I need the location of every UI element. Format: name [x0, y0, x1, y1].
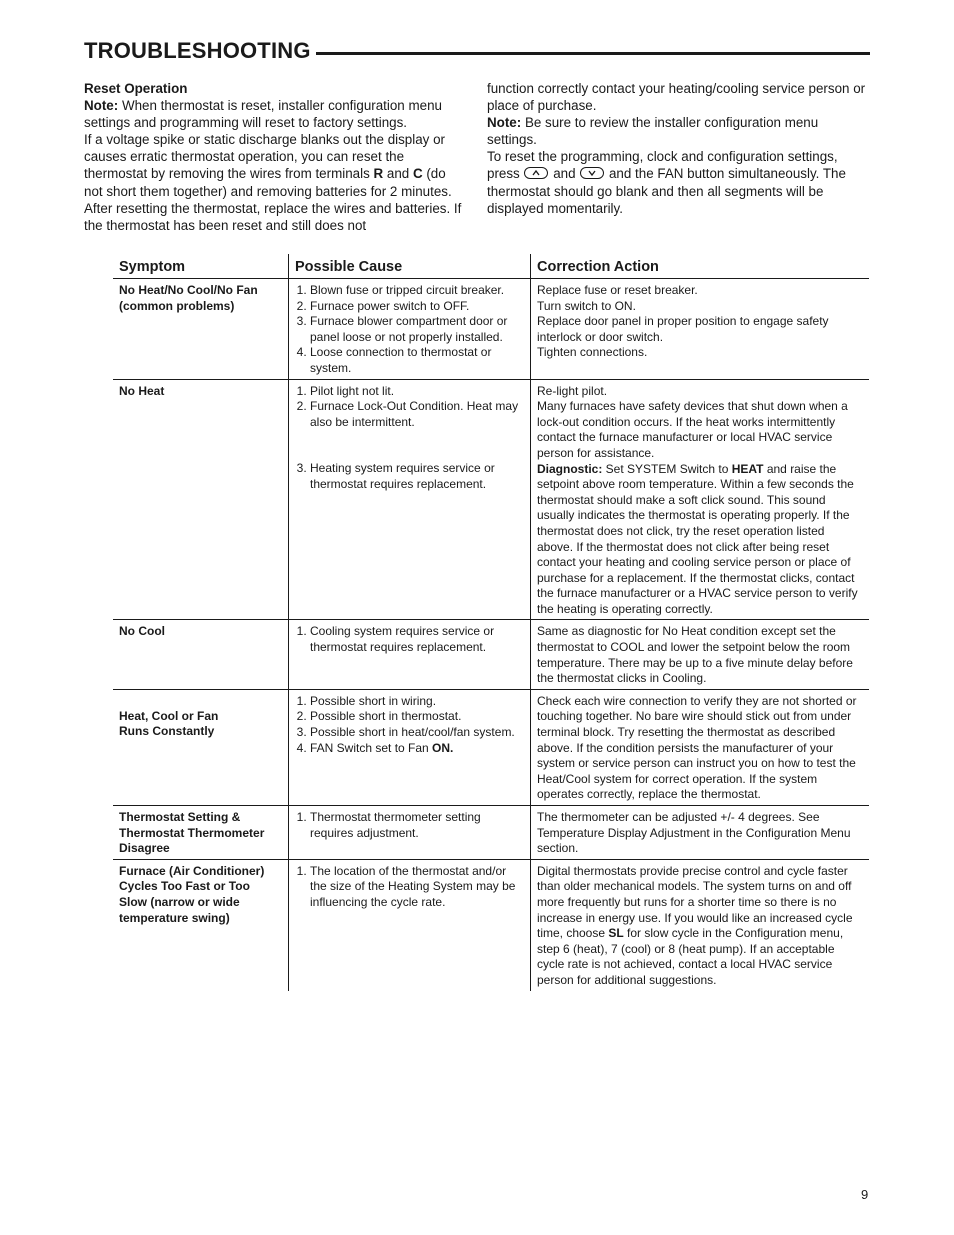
symptom-line: Thermostat Thermometer: [119, 825, 265, 840]
table-row: [113, 859, 869, 990]
down-arrow-button-icon: [580, 167, 604, 179]
symptom-line: Furnace (Air Conditioner): [119, 863, 265, 878]
cause-item: [310, 741, 524, 757]
reset-operation-left-column: [84, 80, 468, 234]
symptom-line: Runs Constantly: [119, 724, 215, 739]
action-cell: [531, 689, 870, 805]
reset-instructions: [487, 148, 871, 216]
and-text: and: [383, 166, 413, 182]
table-row: [113, 379, 869, 620]
symptom-line: Thermostat Setting &: [119, 810, 241, 824]
diagnostic-text: [537, 462, 863, 618]
terminal-r: R: [373, 166, 384, 182]
action-text-a: Digital thermostats provide precise control and cycle faster than older mechanical models. The system turns on and off more frequently but runs for a shorter time so there is no increase in energy use. If you would like an increased cycle time, choose: [537, 863, 853, 941]
table-row: [113, 689, 869, 805]
reset-paragraph-text-2: (do not short them together) and removing batteries for 2 minutes. After resetting the thermostat, replace the wires and batteries. If the thermostat has been reset and still does not: [84, 166, 462, 233]
action-line: Same as diagnostic for No Heat condition except set the thermostat to COOL and lower the setpoint below the room temperature. There may be up to a five minute delay before the thermostat clicks in Cooling.: [537, 624, 853, 686]
cause-item: 1. The location of the thermostat and/or the size of the Heating System may be influencing the cycle rate.: [310, 864, 524, 911]
symptom-line: No Heat/No Cool/No Fan: [119, 283, 258, 297]
cause-cell: [289, 620, 531, 689]
up-arrow-button-icon: [524, 167, 548, 179]
symptom-cell: [113, 379, 289, 620]
symptom-cell: [113, 859, 289, 990]
cause-cell: [289, 689, 531, 805]
table-row: [113, 279, 869, 380]
action-line: Replace fuse or reset breaker.: [537, 283, 698, 297]
note-label-2: Note:: [487, 115, 522, 131]
note-text: When thermostat is reset, installer configuration menu settings and programming will reset to factory settings.: [84, 98, 442, 131]
header-possible-cause: Possible Cause: [289, 254, 531, 279]
reset-operation-heading: Reset Operation: [84, 81, 188, 96]
note-label: Note:: [84, 98, 119, 114]
symptom-cell: [113, 806, 289, 860]
diagnostic-text-a: Set SYSTEM Switch to: [602, 461, 732, 476]
cause-item: 1. Thermostat thermometer setting requires adjustment.: [310, 810, 524, 841]
page-title: TROUBLESHOOTING: [84, 38, 311, 63]
reset-paragraph-text: If a voltage spike or static discharge blanks out the display or causes erratic thermostat operation, you can reset the thermostat by removing the wires from terminals: [84, 132, 445, 182]
reset-paragraph-continued: function correctly contact your heating/cooling service person or place of purchase.: [487, 81, 866, 114]
symptom-line: temperature swing): [119, 910, 230, 925]
action-line: Replace door panel in proper position to engage safety interlock or door switch.: [537, 314, 829, 344]
cause-item: 3. Possible short in heat/cool/fan system.: [310, 725, 524, 741]
symptom-line: Disagree: [119, 841, 170, 856]
cause-item: 1. Pilot light not lit.: [310, 384, 524, 400]
cause-item: 2. Possible short in thermostat.: [310, 709, 524, 725]
diagnostic-label: Diagnostic:: [537, 461, 603, 476]
reset-instructions-text: To reset the programming, clock and configuration settings, press: [487, 149, 838, 182]
cause-item: 1. Blown fuse or tripped circuit breaker.: [310, 283, 524, 299]
page-header: [84, 38, 870, 68]
cause-item: 2. Furnace power switch to OFF.: [310, 299, 524, 315]
table-row: [113, 806, 869, 860]
table-header-row: [113, 254, 869, 279]
header-correction-action: Correction Action: [531, 254, 870, 279]
header-symptom: Symptom: [113, 254, 289, 279]
cause-item: 3. Furnace blower compartment door or panel loose or not properly installed.: [310, 314, 524, 345]
symptom-cell: [113, 620, 289, 689]
and-text-2: and: [549, 166, 580, 182]
cause-cell: [289, 379, 531, 620]
page-number: 9: [861, 1187, 869, 1202]
cause-item: 1. Possible short in wiring.: [310, 694, 524, 710]
action-line: Many furnaces have safety devices that shut down when a lock-out condition occurs. If the heat works intermittently contact the furnace manufacturer or local HVAC service person for assistance.: [537, 399, 848, 460]
action-text-b: for slow cycle in the Configuration menu, step 6 (heat), 7 (cool) or 8 (heat pump). If an acceptable cycle rate is not achieved, contact a local HVAC service person for additional suggestions.: [537, 926, 844, 987]
symptom-line: Slow (narrow or wide: [119, 894, 240, 909]
action-cell: [531, 379, 870, 620]
cause-cell: [289, 279, 531, 380]
symptom-line: Heat, Cool or Fan: [119, 708, 219, 723]
cause-cell: [289, 806, 531, 860]
cause-item: 1. Cooling system requires service or thermostat requires replacement.: [310, 624, 524, 655]
troubleshooting-table: [113, 254, 869, 991]
cause-item: 3. Heating system requires service or thermostat requires replacement.: [310, 461, 524, 492]
fan-on-label: ON.: [432, 740, 454, 755]
action-line: Turn switch to ON.: [537, 298, 636, 313]
table-row: [113, 620, 869, 689]
reset-paragraph: [84, 131, 468, 234]
symptom-cell: [113, 689, 289, 805]
reset-operation-right-column: [487, 80, 871, 217]
cause-cell: [289, 859, 531, 990]
heat-mode-label: HEAT: [731, 461, 764, 476]
note-text-2: Be sure to review the installer configuration menu settings.: [487, 115, 819, 148]
symptom-line: No Heat: [119, 383, 165, 398]
reset-note-1: [84, 97, 468, 131]
reset-instructions-text-2: and the FAN button simultaneously. The thermostat should go blank and then all segments will be displayed momentarily.: [487, 166, 846, 216]
cause-item-text: FAN Switch set to Fan: [310, 740, 433, 755]
title-rule: [316, 52, 870, 55]
sl-setting-label: SL: [608, 926, 624, 941]
action-line: Check each wire connection to verify they are not shorted or touching together. No bare wire should stick out from under terminal block. Try resetting the thermostat as described above. If the condition persists the manufacturer of your system or service person can instruct you on how to test the Heat/Cool system for correct operation. If the system operates correctly, replace the thermostat.: [537, 693, 857, 802]
reset-note-2: [487, 114, 871, 148]
action-line: Re-light pilot.: [537, 383, 608, 398]
symptom-line: No Cool: [119, 624, 165, 639]
action-line: The thermometer can be adjusted +/- 4 degrees. See Temperature Display Adjustment in the Configuration Menu section.: [537, 810, 851, 856]
cause-item: 4. Loose connection to thermostat or system.: [310, 345, 524, 376]
action-line: [537, 864, 863, 989]
cause-item: 2. Furnace Lock-Out Condition. Heat may also be intermittent.: [310, 399, 524, 430]
action-cell: [531, 806, 870, 860]
action-cell: [531, 859, 870, 990]
diagnostic-text-b: and raise the setpoint above room temperature. Within a few seconds the thermostat should make a soft click sound. This sound usually indicates the thermostat is operating properly. If the thermostat does not click, try the reset operation listed above. If the thermostat does not click after being reset contact your heating and cooling service person or place of purchase for a replacement. If the thermostat clicks, contact the furnace manufacturer or a HVAC service person to verify the heating is operating correctly.: [537, 461, 858, 616]
terminal-c: C: [412, 166, 423, 182]
action-cell: [531, 279, 870, 380]
symptom-line: Cycles Too Fast or Too: [119, 879, 250, 894]
action-cell: [531, 620, 870, 689]
cause-spacer: [310, 430, 524, 461]
action-line: Tighten connections.: [537, 345, 648, 360]
symptom-line: (common problems): [119, 298, 235, 313]
symptom-cell: [113, 279, 289, 380]
